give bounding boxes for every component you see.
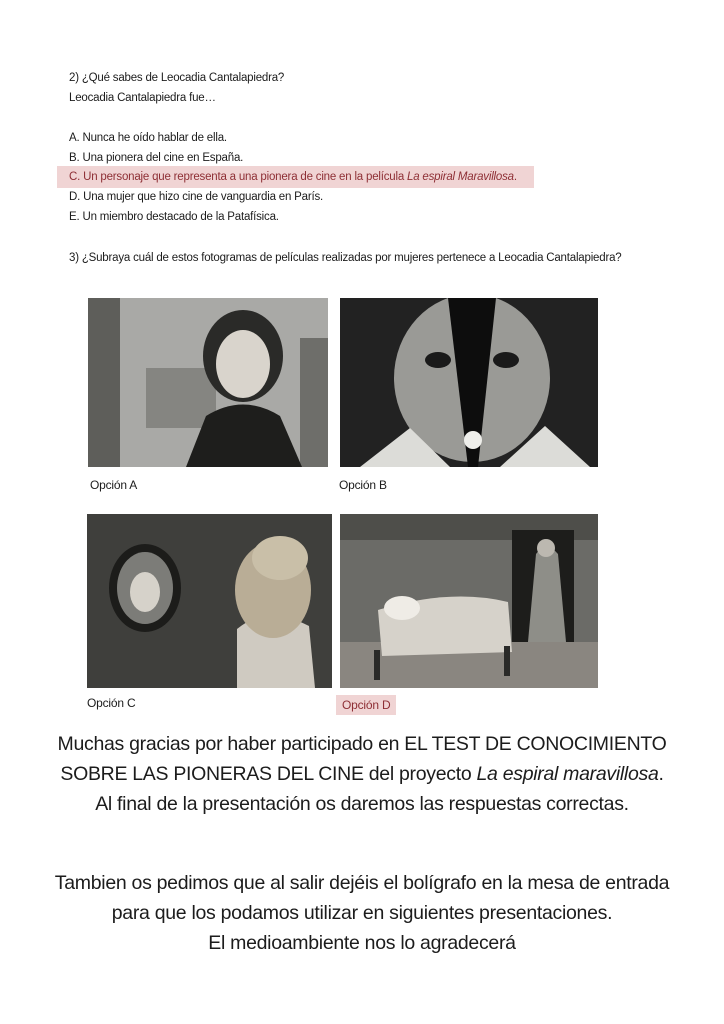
thanks-line-2 — [0, 760, 724, 789]
caption-option-b: Opción B — [339, 478, 387, 492]
option-d[interactable]: D. Una mujer que hizo cine de vanguardia en París. — [69, 191, 324, 203]
photo-option-b[interactable] — [340, 298, 598, 467]
photo-option-a[interactable] — [88, 298, 328, 467]
request-line-1: Tambien os pedimos que al salir dejéis el bolígrafo en la mesa de entrada — [54, 872, 670, 894]
option-c-end: . — [513, 171, 517, 183]
option-b[interactable]: B. Una pionera del cine en España. — [69, 152, 244, 164]
photo-option-d[interactable] — [340, 514, 598, 688]
thanks-film-title: La espiral maravillosa — [476, 763, 659, 785]
option-c-film-title: La espiral Maravillosa — [407, 171, 514, 183]
option-c-text: C. Un personaje que representa a una pionera de cine en la película — [69, 171, 408, 183]
thanks-line-2-end: . — [658, 763, 664, 785]
option-c[interactable] — [69, 167, 517, 187]
photo-option-c[interactable] — [87, 514, 332, 688]
request-line-2: para que los podamos utilizar en siguientes presentaciones. — [111, 902, 613, 924]
option-e[interactable]: E. Un miembro destacado de la Patafísica. — [69, 211, 279, 223]
question-2-prompt: Leocadia Cantalapiedra fue… — [69, 92, 216, 104]
request-line-3: El medioambiente nos lo agradecerá — [208, 932, 516, 954]
caption-option-c: Opción C — [87, 696, 136, 710]
question-3: 3) ¿Subraya cuál de estos fotogramas de películas realizadas por mujeres pertenece a Leocadia Cantalapiedra? — [69, 252, 622, 264]
option-a[interactable]: A. Nunca he oído hablar de ella. — [69, 132, 227, 144]
question-2: 2) ¿Qué sabes de Leocadia Cantalapiedra? — [69, 72, 285, 84]
thanks-line-1: Muchas gracias por haber participado en EL TEST DE CONOCIMIENTO — [57, 733, 667, 755]
caption-option-d-highlighted[interactable]: Opción D — [336, 695, 396, 715]
thanks-line-3: Al final de la presentación os daremos las respuestas correctas. — [95, 793, 629, 815]
caption-option-a: Opción A — [90, 478, 138, 492]
thanks-line-2-text: SOBRE LAS PIONERAS DEL CINE del proyecto — [60, 763, 477, 785]
